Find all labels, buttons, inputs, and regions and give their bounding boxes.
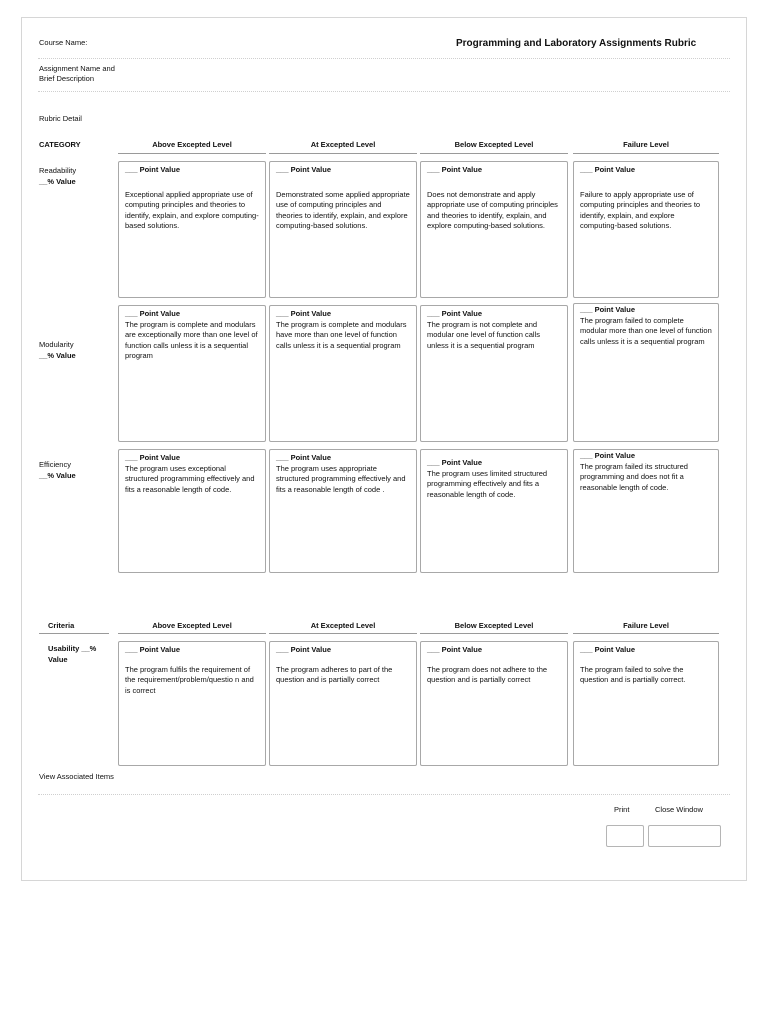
col-header-above: Above Excepted Level — [152, 621, 232, 630]
print-button[interactable] — [606, 825, 644, 847]
rubric-cell[interactable] — [118, 305, 266, 442]
col-header-failure: Failure Level — [623, 140, 669, 149]
cell-description: The program uses exceptional structured programming effectively and fits a reasonable length of code. — [125, 463, 255, 494]
category-value: __% Value — [39, 177, 76, 186]
rubric-cell[interactable] — [573, 641, 719, 766]
category-value: __% Value — [39, 351, 76, 360]
cell-description: The program failed to solve the question and is partially correct. — [580, 664, 686, 684]
point-value: ___ Point Value — [427, 458, 483, 467]
point-value: ___ Point Value — [427, 645, 483, 654]
point-value: ___ Point Value — [427, 309, 483, 318]
header-rule — [573, 153, 719, 154]
rubric-cell[interactable] — [118, 161, 266, 298]
close-window-label: Close Window — [655, 805, 703, 814]
point-value: ___ Point Value — [580, 305, 636, 314]
cell-description: The program adheres to part of the question and is partially correct — [276, 664, 393, 684]
point-value: ___ Point Value — [276, 645, 332, 654]
cell-description: The program is complete and modulars have more than one level of function calls unless it is a sequential program — [276, 319, 407, 350]
page-title: Programming and Laboratory Assignments Rubric — [456, 38, 697, 49]
header-rule — [269, 633, 417, 634]
point-value: ___ Point Value — [580, 451, 636, 460]
header-rule — [269, 153, 417, 154]
rubric-detail-label: Rubric Detail — [39, 114, 82, 123]
col-header-category: CATEGORY — [39, 140, 81, 149]
divider — [38, 794, 730, 795]
rubric-cell[interactable] — [573, 303, 719, 442]
assignment-label-line1: Assignment Name and — [39, 64, 115, 73]
category-usability — [48, 643, 96, 665]
rubric-sheet — [21, 17, 747, 881]
category-modularity — [39, 339, 76, 361]
category-name: Modularity — [39, 340, 74, 349]
header-rule — [118, 153, 266, 154]
print-label: Print — [614, 805, 630, 814]
point-value: ___ Point Value — [276, 309, 332, 318]
rubric-cell[interactable] — [269, 449, 417, 573]
point-value: ___ Point Value — [125, 309, 181, 318]
divider — [38, 91, 730, 92]
category-name: Usability __% — [48, 644, 97, 653]
rubric-cell[interactable] — [118, 641, 266, 766]
header-rule — [420, 153, 568, 154]
col-header-criteria: Criteria — [48, 621, 75, 630]
col-header-below: Below Excepted Level — [454, 140, 534, 149]
category-value: Value — [48, 655, 68, 664]
rubric-cell[interactable] — [420, 449, 568, 573]
cell-description: The program fulfils the requirement of the requirement/problem/questio n and is correct — [125, 664, 254, 695]
header-rule — [118, 633, 266, 634]
divider — [38, 58, 730, 59]
rubric-cell[interactable] — [269, 641, 417, 766]
col-header-above: Above Excepted Level — [152, 140, 232, 149]
point-value: ___ Point Value — [276, 453, 332, 462]
rubric-cell[interactable] — [420, 641, 568, 766]
view-associated-items-link[interactable]: View Associated Items — [39, 772, 114, 781]
cell-description: The program does not adhere to the question and is partially correct — [427, 664, 548, 684]
rubric-cell[interactable] — [420, 161, 568, 298]
col-header-at: At Excepted Level — [310, 140, 376, 149]
cell-description: Failure to apply appropriate use of computing principles and theories to identify, explain, and explore computing-based solutions. — [580, 189, 701, 230]
cell-description: Exceptional applied appropriate use of computing principles and theories to identify, explain, and explore computing-based solutions. — [125, 189, 259, 230]
assignment-label-line2: Brief Description — [39, 74, 95, 83]
point-value: ___ Point Value — [427, 165, 483, 174]
point-value: ___ Point Value — [125, 165, 181, 174]
rubric-cell[interactable] — [420, 305, 568, 442]
rubric-cell[interactable] — [118, 449, 266, 573]
cell-description: The program failed its structured programming and does not fit a reasonable length of code. — [580, 461, 688, 492]
category-value: __% Value — [39, 471, 76, 480]
header-rule — [573, 633, 719, 634]
point-value: ___ Point Value — [580, 165, 636, 174]
cell-description: The program uses appropriate structured programming effectively and fits a reasonable length of code . — [276, 463, 406, 494]
rubric-cell[interactable] — [573, 161, 719, 298]
cell-description: Does not demonstrate and apply appropriate use of computing principles and theories to identify, explain, and explore computing-based solutions. — [427, 189, 558, 230]
rubric-cell[interactable] — [573, 449, 719, 573]
cell-description: The program failed to complete modular more than one level of function calls unless it is a sequential program — [580, 315, 712, 346]
category-efficiency — [39, 459, 76, 481]
cell-description: The program is complete and modulars are exceptionally more than one level of function calls unless it is a sequential program — [125, 319, 258, 360]
point-value: ___ Point Value — [580, 645, 636, 654]
header-rule — [420, 633, 568, 634]
rubric-cell[interactable] — [269, 305, 417, 442]
close-window-button[interactable] — [648, 825, 721, 847]
point-value: ___ Point Value — [125, 645, 181, 654]
category-name: Readability — [39, 166, 77, 175]
cell-description: The program uses limited structured programming effectively and fits a reasonable length of code. — [427, 468, 548, 499]
category-readability — [39, 165, 76, 187]
col-header-failure: Failure Level — [623, 621, 669, 630]
point-value: ___ Point Value — [125, 453, 181, 462]
point-value: ___ Point Value — [276, 165, 332, 174]
category-name: Efficiency — [39, 460, 71, 469]
rubric-cell[interactable] — [269, 161, 417, 298]
col-header-below: Below Excepted Level — [454, 621, 534, 630]
course-name-label: Course Name: — [39, 38, 88, 47]
cell-description: The program is not complete and modular one level of function calls unless it is a sequential program — [427, 319, 540, 350]
assignment-label — [39, 64, 115, 84]
col-header-at: At Excepted Level — [310, 621, 376, 630]
header-rule — [39, 633, 109, 634]
cell-description: Demonstrated some applied appropriate use of computing principles and theories to identify, explain, and explore computing-based solutions. — [276, 189, 410, 230]
